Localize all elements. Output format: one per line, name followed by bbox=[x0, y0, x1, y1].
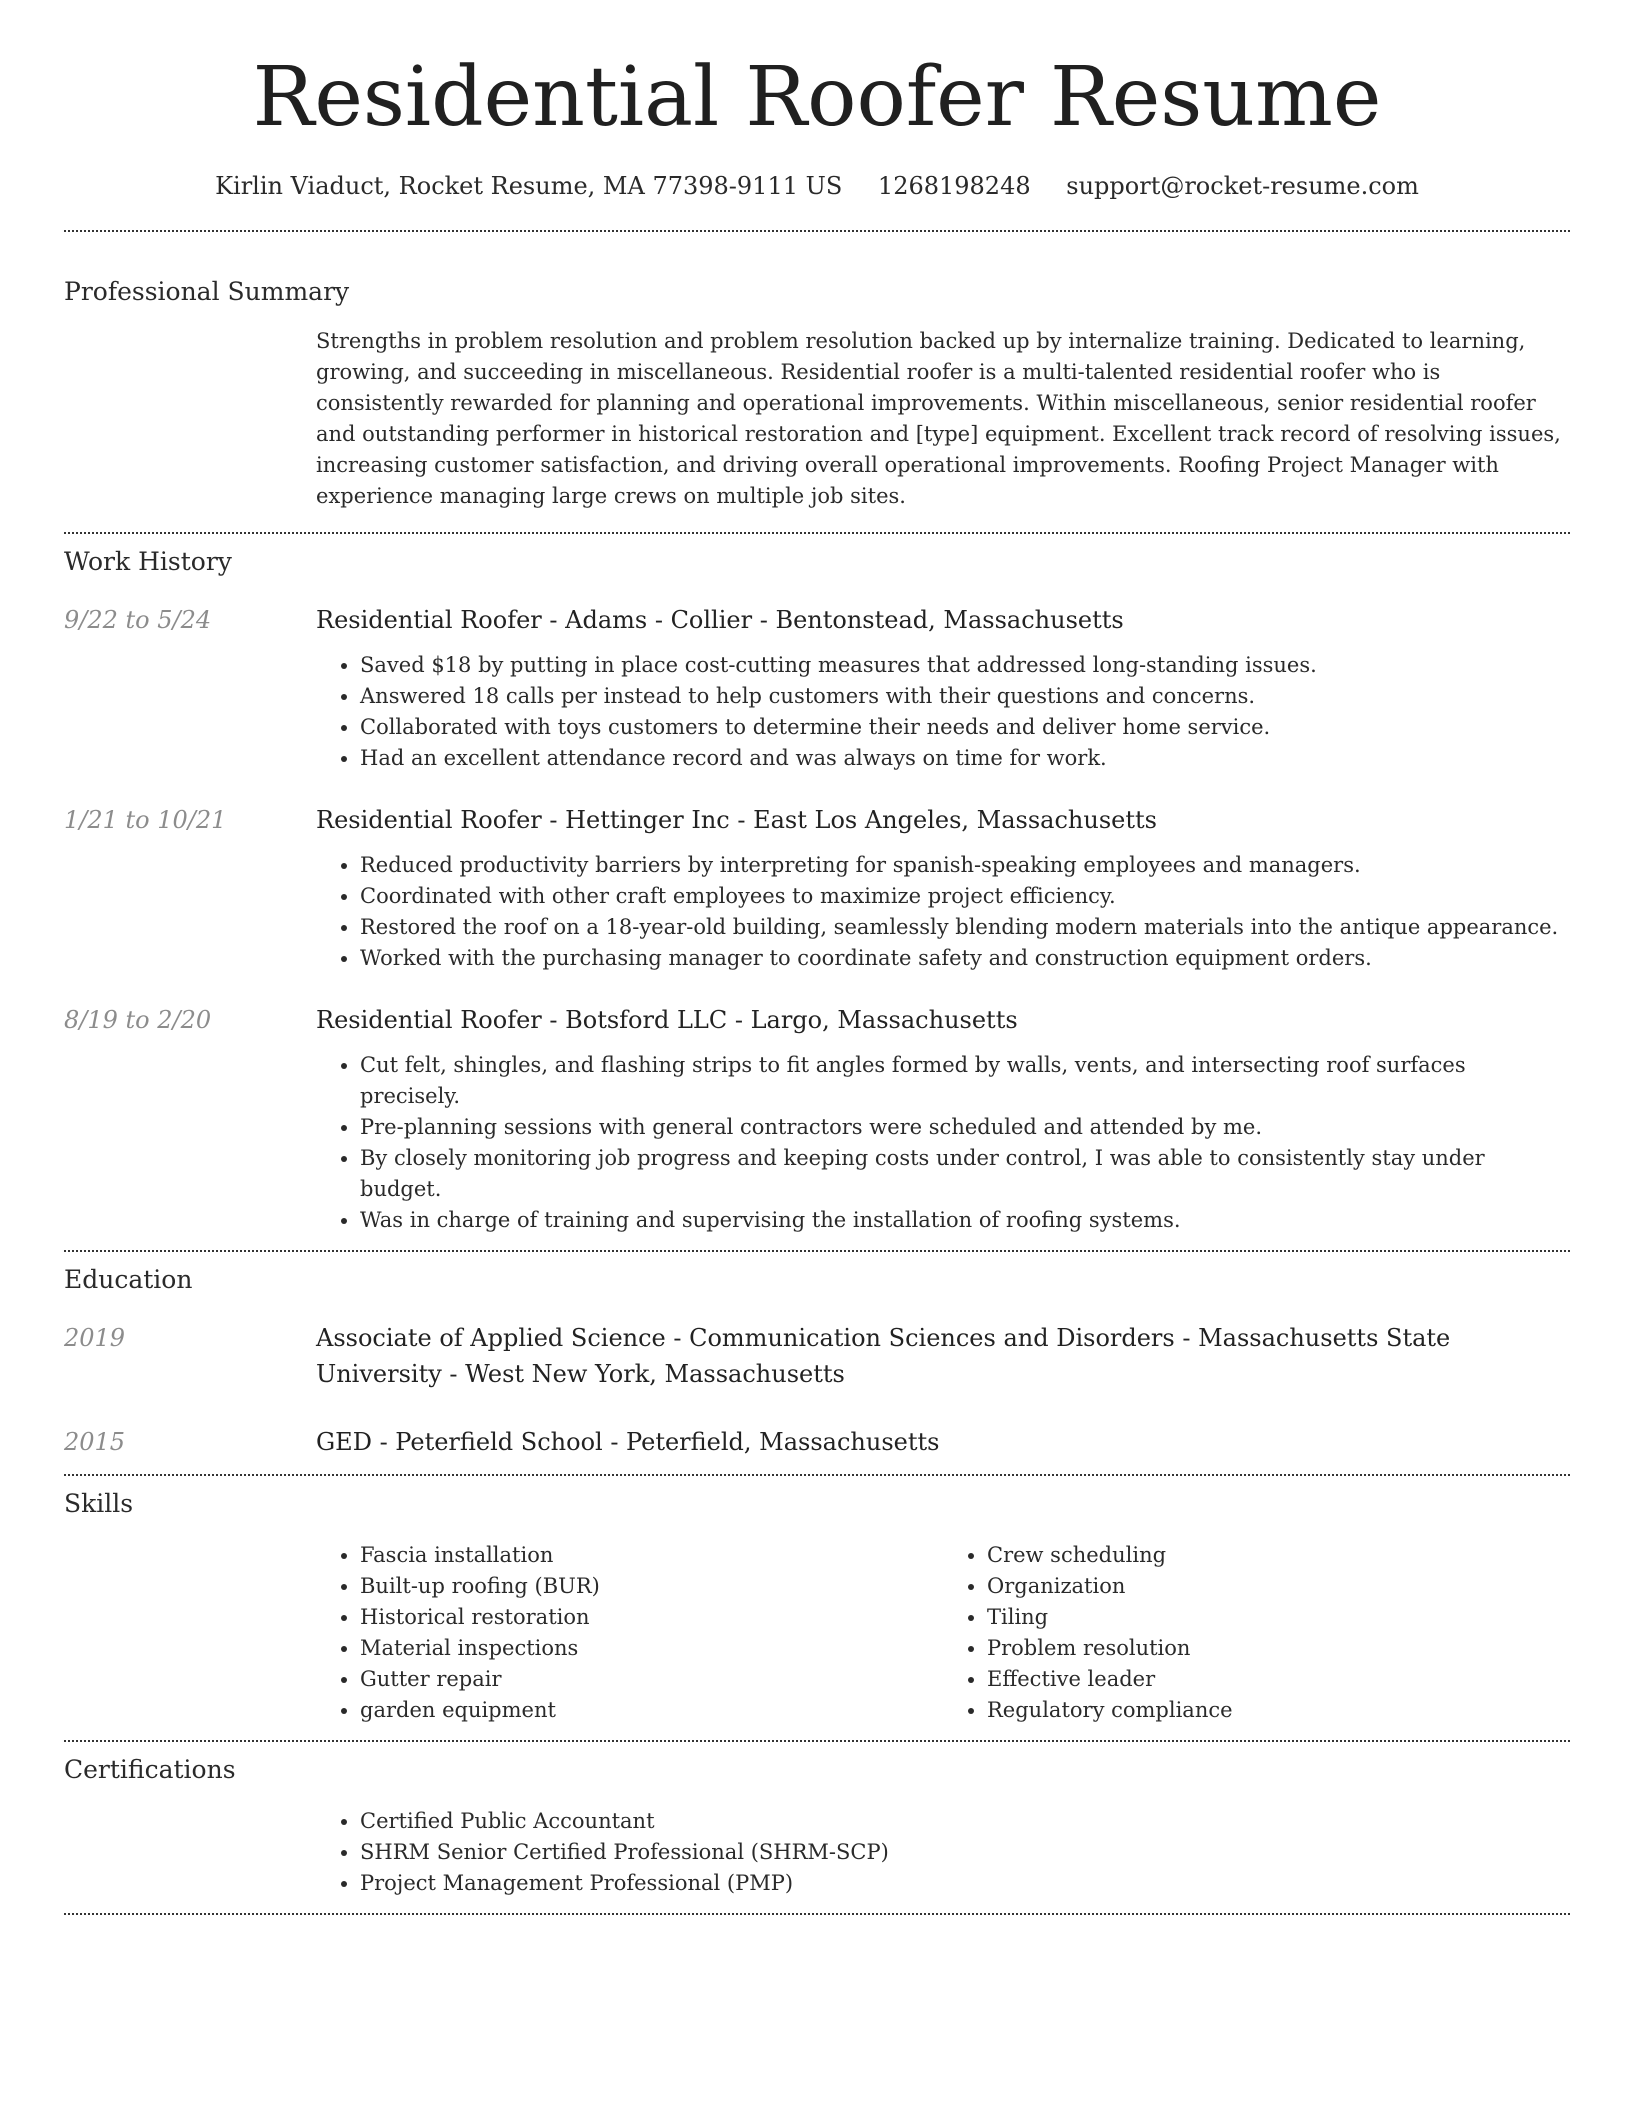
job-bullet: • Cut felt, shingles, and flashing strips to fit angles formed by walls, vents, and intersecting roof surfaces precisely. bbox=[360, 1050, 1570, 1112]
job-entry bbox=[64, 1002, 1570, 1236]
skills-list-left bbox=[316, 1540, 943, 1726]
skill-item: • Problem resolution bbox=[987, 1633, 1570, 1664]
job-bullet: • Had an excellent attendance record and was always on time for work. bbox=[360, 743, 1570, 774]
certifications-section bbox=[64, 1742, 1570, 1899]
education-heading: Education bbox=[64, 1265, 193, 1294]
education-year: 2019 bbox=[64, 1324, 126, 1352]
job-bullet: • Pre-planning sessions with general contractors were scheduled and attended by me. bbox=[360, 1112, 1570, 1143]
job-entry bbox=[64, 802, 1570, 974]
job-bullet: • Answered 18 calls per instead to help customers with their questions and concerns. bbox=[360, 681, 1570, 712]
skill-item: • Fascia installation bbox=[360, 1540, 943, 1571]
skill-item: • Crew scheduling bbox=[987, 1540, 1570, 1571]
education-text: Associate of Applied Science - Communication Sciences and Disorders - Massachusetts State University - West New York, Massachusetts bbox=[316, 1324, 1451, 1388]
skill-item: • Tiling bbox=[987, 1602, 1570, 1633]
job-dates: 9/22 to 5/24 bbox=[64, 606, 212, 634]
certification-item: • Project Management Professional (PMP) bbox=[360, 1868, 1570, 1899]
skill-item: • garden equipment bbox=[360, 1695, 943, 1726]
contact-address: Kirlin Viaduct, Rocket Resume, MA 77398-9111 US bbox=[215, 172, 843, 200]
section-divider bbox=[64, 1913, 1570, 1915]
work-history-section bbox=[64, 534, 1570, 1236]
job-bullet: • Worked with the purchasing manager to coordinate safety and construction equipment orders. bbox=[360, 943, 1570, 974]
education-section bbox=[64, 1252, 1570, 1460]
education-entry bbox=[64, 1320, 1570, 1392]
summary-heading: Professional Summary bbox=[64, 277, 350, 306]
job-bullet: • Collaborated with toys customers to determine their needs and deliver home service. bbox=[360, 712, 1570, 743]
job-title: Residential Roofer - Botsford LLC - Largo, Massachusetts bbox=[316, 1006, 1018, 1034]
job-dates: 8/19 to 2/20 bbox=[64, 1006, 212, 1034]
contact-email: support@rocket-resume.com bbox=[1066, 172, 1419, 200]
job-entry bbox=[64, 602, 1570, 774]
summary-text: Strengths in problem resolution and problem resolution backed up by internalize training. Dedicated to learning, growing, and succeeding in miscellaneous. Residential roofer is a multi-talented residential roofer who is consistently rewarded for planning and operational improvements. Within miscellaneous, senior residential roofer and outstanding performer in historical restoration and [type] equipment. Excellent track record of resolving issues, increasing customer satisfaction, and driving overall operational improvements. Roofing Project Manager with experience managing large crews on multiple job sites. bbox=[316, 329, 1561, 508]
job-bullet: • Reduced productivity barriers by interpreting for spanish-speaking employees and managers. bbox=[360, 850, 1570, 881]
skill-item: • Effective leader bbox=[987, 1664, 1570, 1695]
job-bullet: • Saved $18 by putting in place cost-cutting measures that addressed long-standing issues. bbox=[360, 650, 1570, 681]
contact-phone: 1268198248 bbox=[877, 172, 1031, 200]
work-history-heading: Work History bbox=[64, 547, 232, 576]
certification-item: • SHRM Senior Certified Professional (SHRM-SCP) bbox=[360, 1837, 1570, 1868]
skills-section bbox=[64, 1476, 1570, 1726]
resume-page bbox=[64, 0, 1570, 1915]
certification-item: • Certified Public Accountant bbox=[360, 1806, 1570, 1837]
job-title: Residential Roofer - Hettinger Inc - East Los Angeles, Massachusetts bbox=[316, 806, 1157, 834]
contact-line bbox=[64, 166, 1570, 206]
job-bullet: • By closely monitoring job progress and keeping costs under control, I was able to consistently stay under budget. bbox=[360, 1143, 1570, 1205]
education-text: GED - Peterfield School - Peterfield, Massachusetts bbox=[316, 1428, 940, 1456]
skill-item: • Gutter repair bbox=[360, 1664, 943, 1695]
skill-item: • Material inspections bbox=[360, 1633, 943, 1664]
job-bullet: • Restored the roof on a 18-year-old building, seamlessly blending modern materials into the antique appearance. bbox=[360, 912, 1570, 943]
skill-item: • Built-up roofing (BUR) bbox=[360, 1571, 943, 1602]
skill-item: • Historical restoration bbox=[360, 1602, 943, 1633]
job-bullet: • Was in charge of training and supervising the installation of roofing systems. bbox=[360, 1205, 1570, 1236]
summary-section bbox=[64, 232, 1570, 512]
certifications-heading: Certifications bbox=[64, 1755, 236, 1784]
certifications-list bbox=[316, 1806, 1570, 1899]
education-entry bbox=[64, 1424, 1570, 1460]
resume-title: Residential Roofer Resume bbox=[252, 50, 1382, 145]
job-dates: 1/21 to 10/21 bbox=[64, 806, 227, 834]
skill-item: • Organization bbox=[987, 1571, 1570, 1602]
skills-heading: Skills bbox=[64, 1489, 134, 1518]
skills-list-right bbox=[943, 1540, 1570, 1726]
job-bullet: • Coordinated with other craft employees to maximize project efficiency. bbox=[360, 881, 1570, 912]
job-title: Residential Roofer - Adams - Collier - Bentonstead, Massachusetts bbox=[316, 606, 1124, 634]
skill-item: • Regulatory compliance bbox=[987, 1695, 1570, 1726]
education-year: 2015 bbox=[64, 1428, 126, 1456]
